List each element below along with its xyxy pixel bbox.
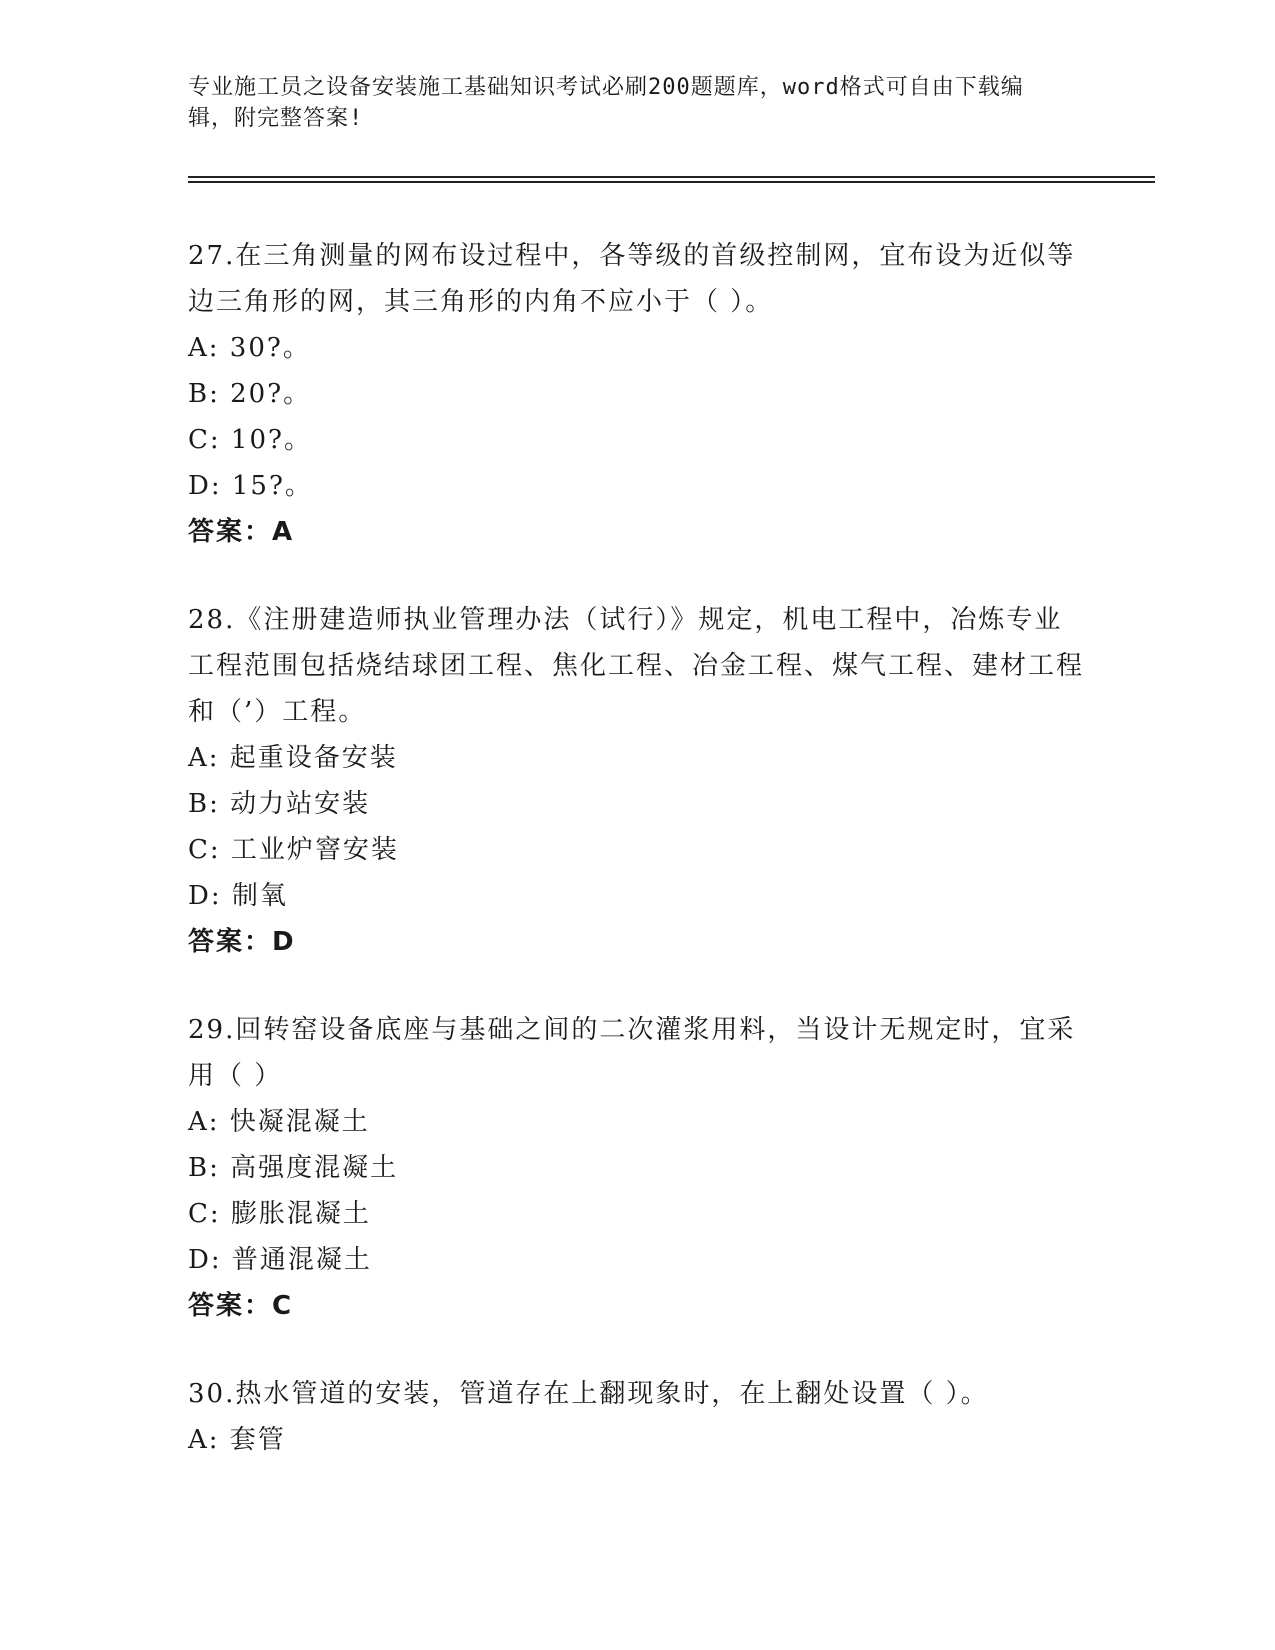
option-c: C: 工业炉窨安装	[188, 835, 399, 865]
option-d: D: 制氧	[188, 881, 288, 911]
answer-label: 答案：D	[188, 927, 296, 957]
option-c: C: 膨胀混凝土	[188, 1199, 371, 1229]
option-c: C: 10?。	[188, 425, 312, 455]
question-28	[188, 597, 1088, 965]
question-30	[188, 1371, 1088, 1463]
answer-label: 答案：C	[188, 1291, 294, 1321]
option-b: B: 高强度混凝土	[188, 1153, 399, 1183]
option-d: D: 15?。	[188, 471, 313, 501]
option-b: B: 20?。	[188, 379, 312, 409]
answer-label: 答案：A	[188, 517, 295, 547]
header-divider-top	[188, 176, 1155, 178]
option-a: A: 快凝混凝土	[188, 1107, 370, 1137]
question-27	[188, 233, 1088, 555]
question-text: 29.回转窑设备底座与基础之间的二次灌浆用料，当设计无规定时，宜采用（ ）	[188, 1015, 1076, 1091]
question-29	[188, 1007, 1088, 1329]
option-a: A: 起重设备安装	[188, 743, 398, 773]
option-a: A: 30?。	[188, 333, 311, 363]
option-a: A: 套管	[188, 1425, 286, 1455]
question-text: 30.热水管道的安装，管道存在上翻现象时，在上翻处设置（ ）。	[188, 1379, 989, 1409]
questions-list	[188, 233, 1088, 1505]
option-b: B: 动力站安装	[188, 789, 371, 819]
question-text: 28.《注册建造师执业管理办法（试行）》规定，机电工程中，冶炼专业工程范围包括烧结球团工程、焦化工程、冶金工程、煤气工程、建材工程和（’）工程。	[188, 605, 1085, 727]
header-divider-bottom	[188, 181, 1155, 183]
question-text: 27.在三角测量的网布设过程中，各等级的首级控制网，宜布设为近似等边三角形的网，其三角形的内角不应小于（ ）。	[188, 241, 1076, 317]
option-d: D: 普通混凝土	[188, 1245, 372, 1275]
document-header: 专业施工员之设备安装施工基础知识考试必刷200题题库，word格式可自由下载编辑，附完整答案!	[188, 75, 1024, 131]
